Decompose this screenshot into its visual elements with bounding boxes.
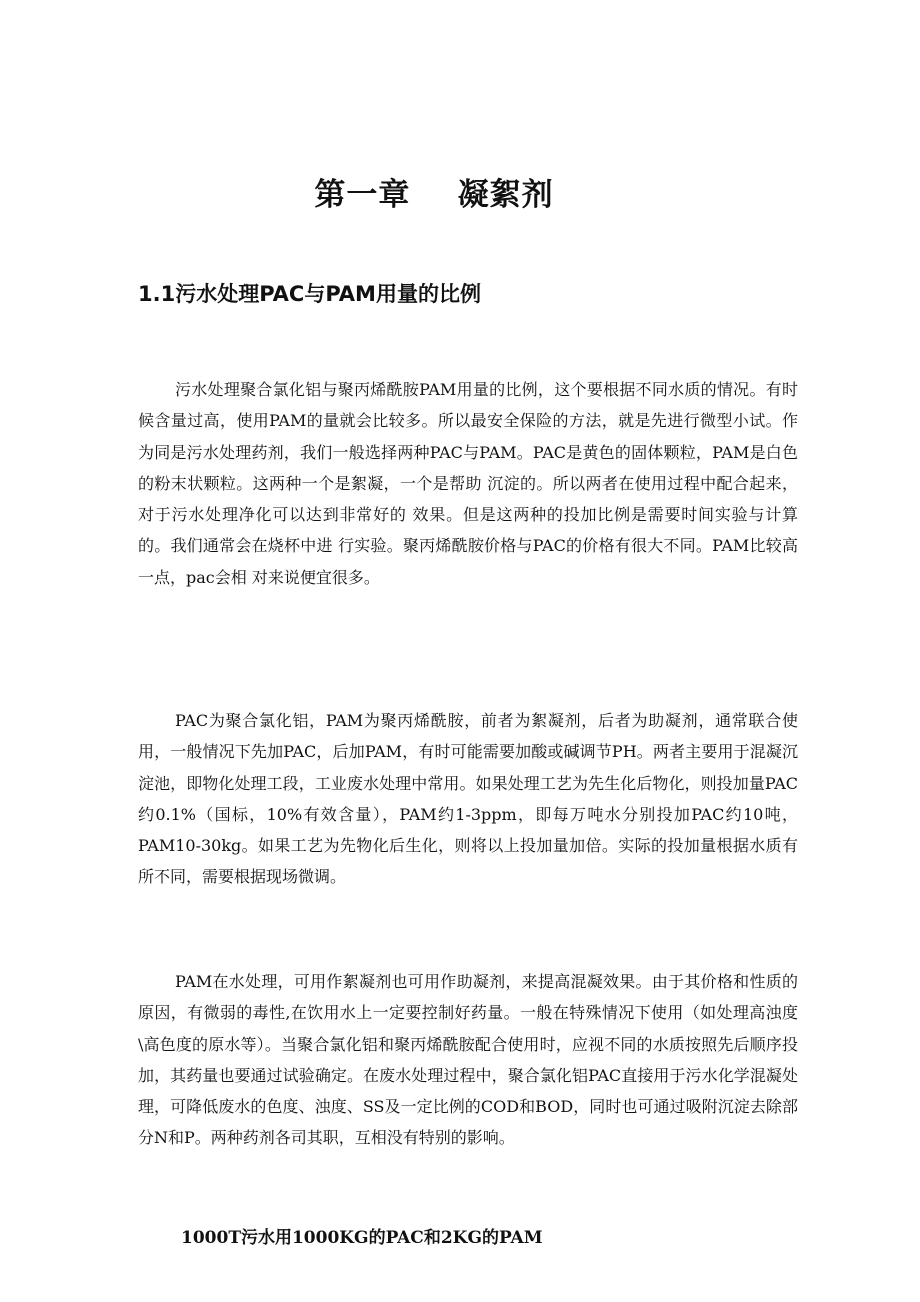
paragraph-pam-usage: PAM在水处理，可用作絮凝剂也可用作助凝剂，来提高混凝效果。由于其价格和性质的原因，有微弱的毒性,在饮用水上一定要控制好药量。一般在特殊情况下使用（如处理高浊度\高色度的原水等）。当聚合氯化铝和聚丙烯酰胺配合使用时，应视不同的水质按照先后顺序投加，其药量也要通过试验确定。在废水处理过程中，聚合氯化铝PAC直接用于污水化学混凝处理，可降低废水的色度、浊度、SS及一定比例的COD和BOD，同时也可通过吸附沉淀去除部分N和P。两种药剂各司其职，互相没有特别的影响。 <box>138 972 798 1148</box>
paragraph-pac-pam-ratio: 污水处理聚合氯化铝与聚丙烯酰胺PAM用量的比例，这个要根据不同水质的情况。有时候含量过高，使用PAM的量就会比较多。所以最安全保险的方法，就是先进行微型小试。作为同是污水处理药剂，我们一般选择两种PAC与PAM。PAC是黄色的固体颗粒，PAM是白色的粉末状颗粒。这两种一个是絮凝，一个是帮助 沉淀的。所以两者在使用过程中配合起来，对于污水处理净化可以达到非常好的 效果。但是这两种的投加比例是需要时间实验与计算的。我们通常会在烧杯中进 行实验。聚丙烯酰胺价格与PAC的价格有很大不同。PAM比较高一点，pac会相 对来说便宜很多。 <box>138 380 798 587</box>
dosage-note: 1000T污水用1000KG的PAC和2KG的PAM <box>181 1228 543 1248</box>
chapter-title: 第一章 凝絮剂 <box>314 177 554 213</box>
paragraph-dosage: PAC为聚合氯化铝，PAM为聚丙烯酰胺，前者为絮凝剂，后者为助凝剂，通常联合使用，一般情况下先加PAC，后加PAM，有时可能需要加酸或碱调节PH。两者主要用于混凝沉淀池，即物化处理工段，工业废水处理中常用。如果处理工艺为先生化后物化，则投加量PAC约0.1%（国标，10%有效含量），PAM约1-3ppm，即每万吨水分别投加PAC约10吨，PAM10-30kg。如果工艺为先物化后生化，则将以上投加量加倍。实际的投加量根据水质有所不同，需要根据现场微调。 <box>138 711 798 887</box>
section-title: 1.1污水处理PAC与PAM用量的比例 <box>138 282 481 306</box>
